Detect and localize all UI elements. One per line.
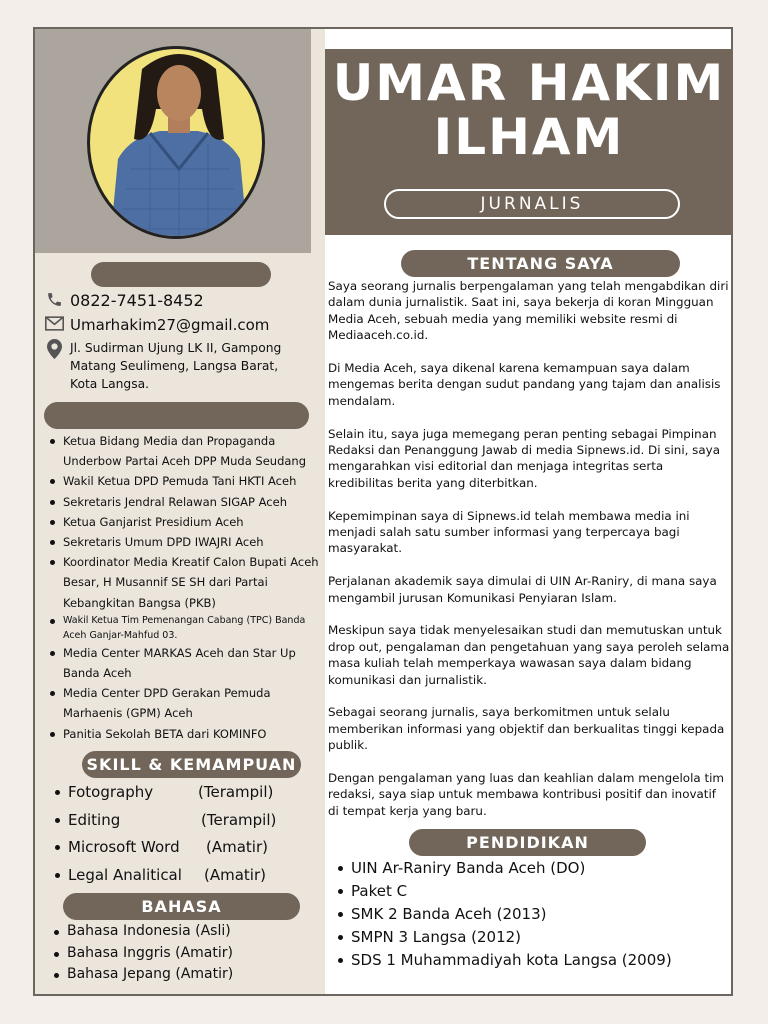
phone-icon: [44, 291, 64, 308]
name-line-2: ILHAM: [433, 108, 625, 166]
list-item: Wakil Ketua DPD Pemuda Tani HKTI Aceh: [47, 471, 327, 491]
contact-header-pill: [91, 262, 271, 287]
list-item: Media Center DPD Gerakan Pemuda Marhaenis (GPM) Aceh: [47, 683, 327, 723]
email-address: Umarhakim27@gmail.com: [70, 316, 270, 334]
education-item: SDS 1 Muhammadiyah kota Langsa (2009): [335, 949, 725, 972]
education-item: SMPN 3 Langsa (2012): [335, 926, 725, 949]
address-line: Matang Seulimeng, Langsa Barat,: [70, 359, 279, 373]
language-heading: BAHASA: [63, 893, 300, 920]
language-list: [51, 921, 311, 986]
about-paragraph: Selain itu, saya juga memegang peran penting sebagai Pimpinan Redaksi dan Penanggung Jawab di media Sipnews.id. Di sini, saya mengarahkan visi editorial dan menjaga integritas serta kredibilitas berita yang diterbitkan.: [328, 426, 720, 490]
about-paragraph: Saya seorang jurnalis berpengalaman yang telah mengabdikan diri dalam dunia jurnalistik. Saat ini, saya bekerja di koran Mingguan Media Aceh, sebuah media yang memiliki website resmi di Mediaaceh.co.id.: [328, 279, 729, 343]
skill-name: Editing: [68, 810, 121, 829]
skills-list: [52, 779, 312, 889]
phone-number: 0822-7451-8452: [70, 291, 204, 310]
organization-header-pill: [44, 402, 309, 429]
contact-email: [44, 316, 269, 334]
address-line: Jl. Sudirman Ujung LK II, Gampong: [70, 341, 282, 355]
contact-phone: [44, 291, 204, 310]
skills-heading: SKILL & KEMAMPUAN: [82, 751, 301, 778]
skill-item: [52, 779, 312, 807]
list-item: Ketua Bidang Media dan Propaganda Underbow Partai Aceh DPP Muda Seudang: [47, 431, 327, 471]
skill-name: Microsoft Word: [68, 838, 180, 856]
about-text: [328, 278, 730, 836]
education-item: Paket C: [335, 880, 725, 903]
contact-address: [44, 339, 281, 393]
skill-item: [52, 834, 312, 862]
skill-item: [52, 807, 312, 835]
list-item: Sekretaris Umum DPD IWAJRI Aceh: [47, 532, 327, 552]
education-list: [335, 857, 725, 972]
education-item: SMK 2 Banda Aceh (2013): [335, 903, 725, 926]
language-item: Bahasa Indonesia (Asli): [51, 921, 311, 943]
skill-level: (Terampil): [198, 783, 274, 801]
skill-name: Fotography: [68, 783, 154, 801]
profile-photo: [87, 46, 265, 239]
education-item: UIN Ar-Raniry Banda Aceh (DO): [335, 857, 725, 880]
language-item: Bahasa Jepang (Amatir): [51, 964, 311, 986]
about-paragraph: Di Media Aceh, saya dikenal karena kemampuan saya dalam mengemas berita dengan sudut pandang yang tajam dan analisis mendalam.: [328, 361, 721, 408]
mail-icon: [44, 316, 64, 331]
location-pin-icon: [44, 339, 64, 359]
list-item: Koordinator Media Kreatif Calon Bupati Aceh Besar, H Musannif SE SH dari Partai Kebangkitan Bangsa (PKB): [47, 552, 327, 613]
skill-level: (Amatir): [204, 865, 266, 884]
about-paragraph: Meskipun saya tidak menyelesaikan studi dan memutuskan untuk drop out, pengalaman dan pengetahuan yang saya peroleh selama masa kuliah telah memperkaya wawasan saya dalam bidang komunikasi dan jurnalistik.: [328, 623, 730, 687]
address-line: Kota Langsa.: [70, 377, 150, 391]
education-heading: PENDIDIKAN: [409, 829, 646, 856]
list-item: Sekretaris Jendral Relawan SIGAP Aceh: [47, 492, 327, 512]
about-heading: TENTANG SAYA: [401, 250, 680, 277]
language-item: Bahasa Inggris (Amatir): [51, 943, 311, 965]
job-title: JURNALIS: [384, 189, 680, 219]
organization-list: [47, 431, 327, 744]
list-item: Media Center MARKAS Aceh dan Star Up Banda Aceh: [47, 643, 327, 683]
list-item: Wakil Ketua Tim Pemenangan Cabang (TPC) Banda Aceh Ganjar-Mahfud 03.: [47, 613, 327, 643]
skill-level: (Amatir): [206, 838, 268, 856]
about-paragraph: Kepemimpinan saya di Sipnews.id telah membawa media ini menjadi salah satu sumber informasi yang terpercaya bagi masyarakat.: [328, 508, 690, 556]
top-accent-bar: [325, 33, 731, 47]
list-item: Panitia Sekolah BETA dari KOMINFO: [47, 724, 327, 744]
about-paragraph: Sebagai seorang jurnalis, saya berkomitmen untuk selalu memberikan informasi yang objektif dan berkualitas tinggi kepada publik.: [328, 705, 725, 753]
list-item: Ketua Ganjarist Presidium Aceh: [47, 512, 327, 532]
skill-item: [52, 862, 312, 890]
about-paragraph: Perjalanan akademik saya dimulai di UIN Ar-Raniry, di mana saya mengambil jurusan Komunikasi Penyiaran Islam.: [328, 574, 717, 605]
name-line-1: UMAR HAKIM: [332, 54, 726, 112]
skill-name: Legal Analitical: [68, 865, 182, 884]
header-banner: [325, 49, 733, 235]
about-paragraph: Dengan pengalaman yang luas dan keahlian dalam mengelola tim redaksi, saya siap untuk membawa kontribusi positif dan inovatif di tempat kerja yang baru.: [328, 771, 724, 818]
skill-level: (Terampil): [201, 810, 277, 829]
